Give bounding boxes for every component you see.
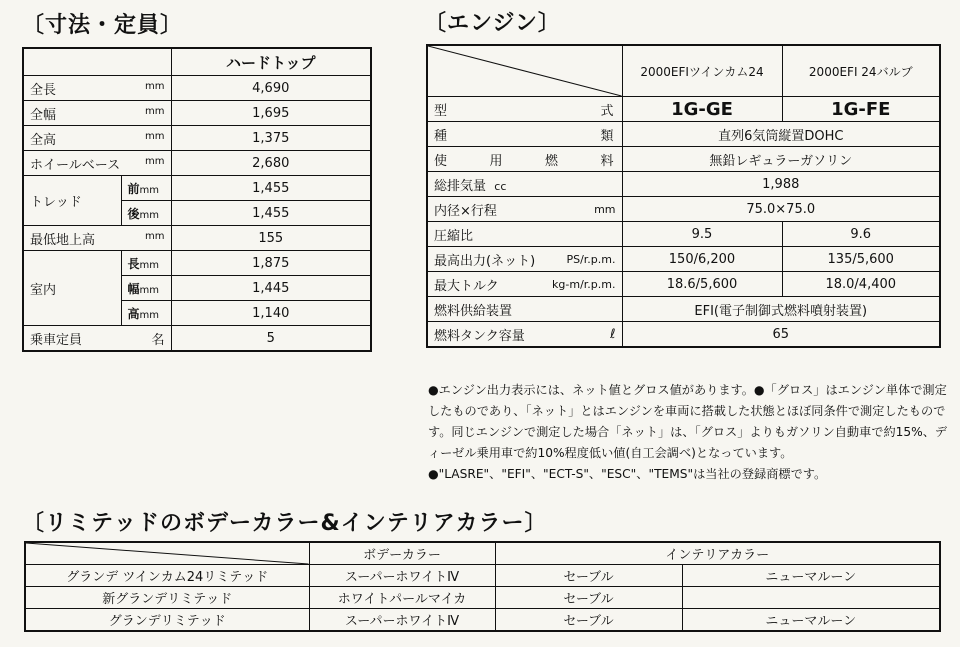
row-unit: PS/r.p.m. [566,252,616,266]
body-color: ホワイトパールマイカ [309,587,495,609]
row-label: 燃料供給装置 [427,297,622,322]
row-label: 圧縮比 [427,222,622,247]
row-label: 全長 [30,82,57,98]
engine-table [426,44,941,348]
table-row [23,251,371,276]
interior-color-header: インテリアカラー [495,542,940,565]
row-unit: mm [145,155,165,167]
row-label: 最低地上高 [30,232,96,248]
row-label: 最高出力(ネット) [434,253,536,269]
interior-color: セーブル [495,565,682,587]
table-row [427,197,940,222]
table-row [25,609,940,632]
row-value: 1,445 [171,276,371,301]
row-value: 18.0/4,400 [782,272,940,297]
body-color: スーパーホワイトⅣ [309,565,495,587]
fuel-label: 使 用 燃 料 [434,153,614,169]
tread-label: トレッド [23,176,121,226]
diagonal-line [428,46,622,96]
interior-color: ニューマルーン [682,609,940,632]
table-row [23,226,371,251]
row-value: 155 [171,226,371,251]
interior-color: ニューマルーン [682,565,940,587]
table-row [427,272,940,297]
colors-header-row [25,542,940,565]
row-value: 1,140 [171,301,371,326]
table-row [23,76,371,101]
row-value: 150/6,200 [622,247,782,272]
table-row [23,101,371,126]
dimensions-header-row [23,48,371,76]
table-row [427,97,940,122]
row-unit: 名 [151,332,165,348]
row-value: 1,695 [171,101,371,126]
row-value: 9.6 [782,222,940,247]
row-value: EFI(電子制御式燃料噴射装置) [622,297,940,322]
table-row [25,565,940,587]
table-row [427,122,940,147]
note-trademarks: ●"LASRE"、"EFI"、"ECT-S"、"ESC"、"TEMS"は当社の登録商標です。 [428,467,827,481]
row-value: 135/5,600 [782,247,940,272]
row-value: 9.5 [622,222,782,247]
interior-label: 室内 [23,251,121,326]
type-label: 型 式 [434,103,614,119]
engine-code-1: 1G-GE [622,97,782,122]
row-sublabel: 長 [127,256,140,271]
interior-color: セーブル [495,609,682,632]
row-value: 1,375 [171,126,371,151]
row-unit: mm [139,284,159,296]
table-row [23,126,371,151]
row-unit: mm [145,105,165,117]
kind-label: 種 類 [434,128,614,144]
row-value: 65 [622,322,940,348]
engine-notes [428,380,948,485]
row-label: ホイールベース [30,157,121,173]
colors-heading: 〔リミテッドのボデーカラー&インテリアカラー〕 [22,511,548,536]
row-unit: kg-m/r.p.m. [552,277,616,291]
engine-header-row [427,45,940,97]
row-unit: mm [139,309,159,321]
row-label: 燃料タンク容量 [434,328,525,344]
engine-heading: 〔エンジン〕 [424,11,561,36]
table-row [427,172,940,197]
colors-table [24,541,941,632]
table-row [427,222,940,247]
table-row [427,247,940,272]
table-row [23,176,371,201]
dimensions-corner-cell [23,48,171,76]
table-row [23,151,371,176]
row-value: 5 [171,326,371,352]
row-value: 1,988 [622,172,940,197]
interior-color [682,587,940,609]
row-sublabel: 幅 [127,281,140,296]
row-unit: cc [494,179,507,193]
row-unit: mm [145,130,165,142]
row-unit: mm [145,230,165,242]
engine-corner-cell [427,45,622,97]
row-value: 75.0×75.0 [622,197,940,222]
table-row [427,322,940,348]
model-name: グランデリミテッド [25,609,309,632]
engine-code-2: 1G-FE [782,97,940,122]
row-value: 1,875 [171,251,371,276]
table-row [427,297,940,322]
diagonal-line [26,543,309,564]
model-header-2: 2000EFI 24バルブ [782,45,940,97]
row-unit: mm [139,209,159,221]
body-color-header: ボデーカラー [309,542,495,565]
row-value: 4,690 [171,76,371,101]
row-label: 乗車定員 [30,332,83,348]
row-value: 1,455 [171,176,371,201]
dimensions-table [22,47,372,352]
row-sublabel: 高 [127,306,140,321]
row-unit: mm [139,184,159,196]
dimensions-heading: 〔寸法・定員〕 [22,13,184,38]
colors-corner-cell [25,542,309,565]
row-unit: mm [139,259,159,271]
row-sublabel: 後 [127,206,140,221]
row-value: 2,680 [171,151,371,176]
row-label: 全高 [30,132,57,148]
row-unit: mm [594,202,616,216]
row-label: 最大トルク [434,278,499,294]
note-output: ●エンジン出力表示には、ネット値とグロス値があります。●「グロス」はエンジン単体で測定したものであり、「ネット」とはエンジンを車両に搭載した状態とほぼ同条件で測定したものです。同じエンジンで測定した場合「ネット」は、「グロス」よりもガソリン自動車で約15%、ディーゼル乗用車で約10%程度低い値(自工会調べ)となっています。 [428,383,948,460]
row-sublabel: 前 [127,181,140,196]
interior-color: セーブル [495,587,682,609]
row-label: 総排気量 [434,178,487,194]
row-label: 全幅 [30,107,57,123]
row-unit: ℓ [610,326,616,342]
model-name: グランデ ツインカム24リミテッド [25,565,309,587]
model-name: 新グランデリミテッド [25,587,309,609]
model-header-1: 2000EFIツインカム24 [622,45,782,97]
row-value: 1,455 [171,201,371,226]
hardtop-header: ハードトップ [171,48,371,76]
table-row [427,147,940,172]
body-color: スーパーホワイトⅣ [309,609,495,632]
row-unit: mm [145,80,165,92]
row-label: 内径×行程 [434,203,497,219]
table-row [23,326,371,352]
table-row [25,587,940,609]
row-value: 直列6気筒縦置DOHC [622,122,940,147]
row-value: 無鉛レギュラーガソリン [622,147,940,172]
row-value: 18.6/5,600 [622,272,782,297]
